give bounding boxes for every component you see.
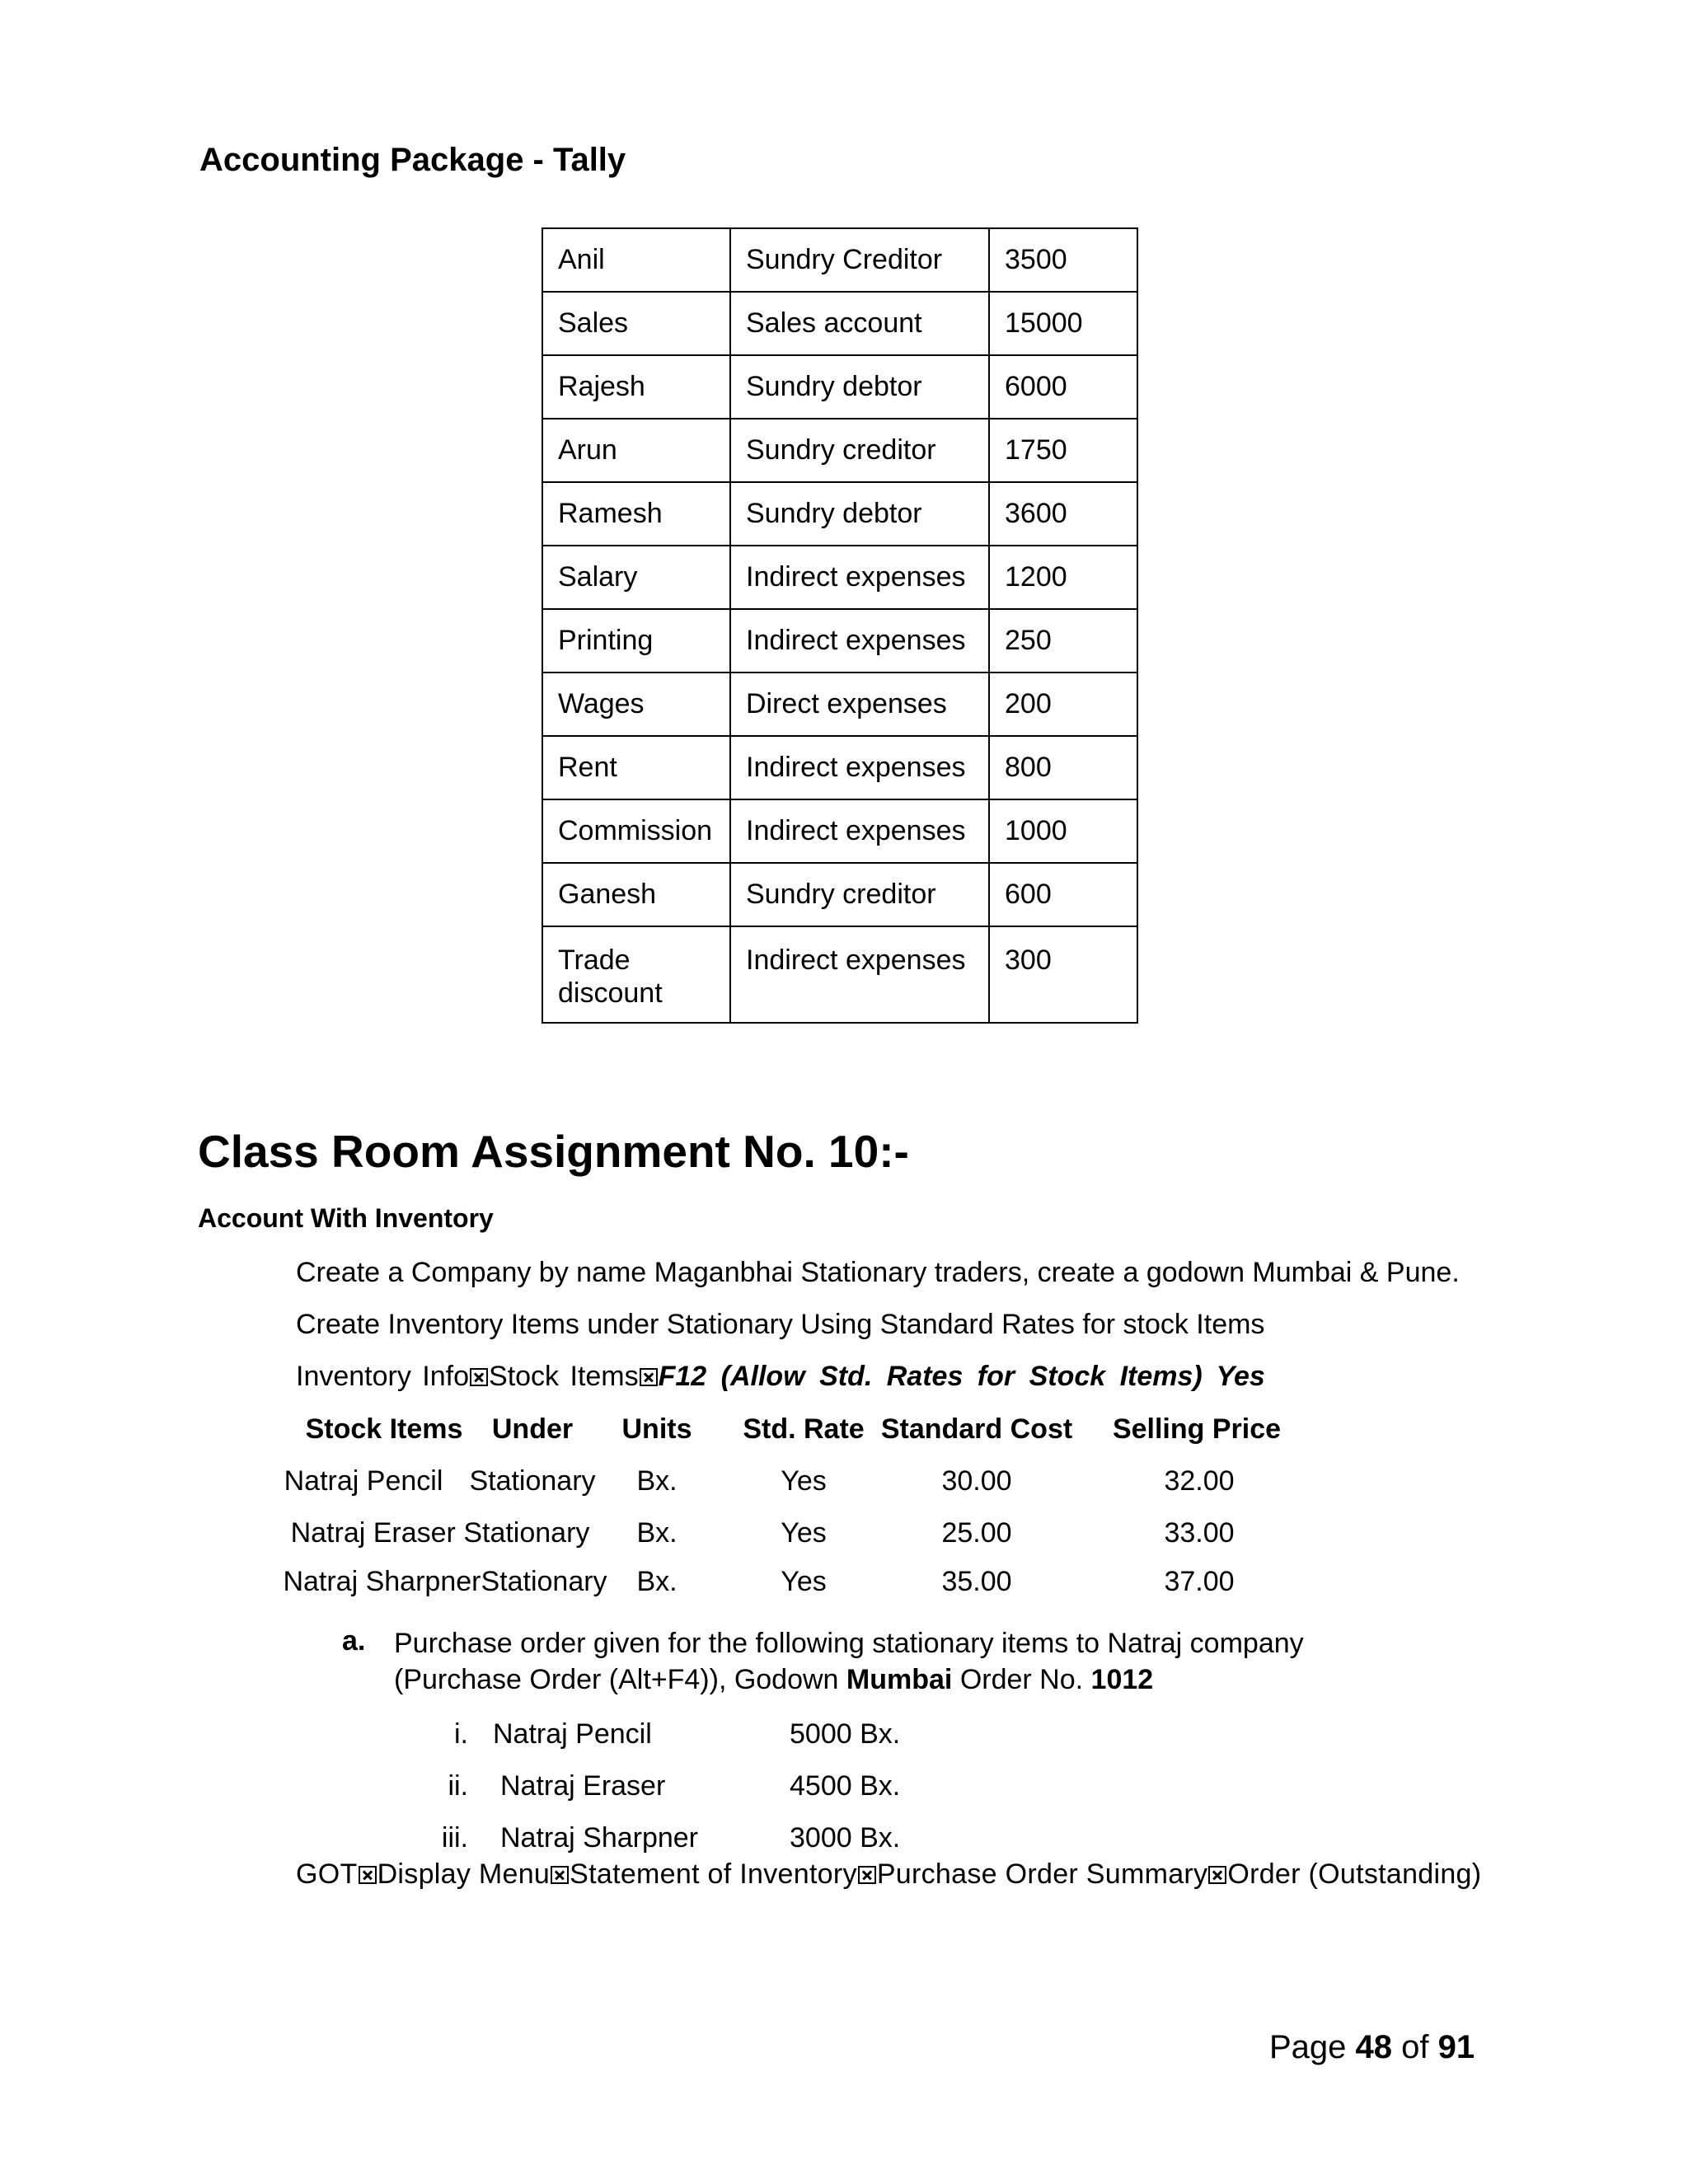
page-current: 48 — [1355, 2029, 1393, 2065]
assignment-subtitle: Account With Inventory — [198, 1203, 494, 1233]
page-total: 91 — [1437, 2029, 1475, 2065]
menu-step: Purchase Order Summary — [876, 1858, 1208, 1890]
stock-item-std-rate: Yes — [781, 1465, 827, 1497]
list-item-name: Natraj Sharpner — [500, 1822, 699, 1854]
menu-path-line — [296, 1858, 1481, 1891]
ledger-group: Indirect expenses — [730, 609, 989, 673]
ledger-name-line2: discount — [558, 977, 663, 1009]
stock-item-price: 33.00 — [1164, 1517, 1235, 1549]
table-row — [542, 673, 1137, 736]
ledger-group: Direct expenses — [730, 673, 989, 736]
list-number: iii. — [441, 1822, 468, 1854]
stock-item-under: Stationary — [469, 1465, 596, 1497]
stock-header-cell: Under — [491, 1413, 574, 1445]
ledger-name: Commission — [542, 799, 730, 863]
stock-item-name-under: Natraj Eraser Stationary — [290, 1517, 590, 1549]
ledger-name: Ramesh — [542, 482, 730, 546]
arrow-box-icon — [640, 1368, 658, 1386]
ledger-name: Wages — [542, 673, 730, 736]
stock-item-name-under: Natraj SharpnerStationary — [283, 1566, 607, 1597]
stock-header-cell: Standard Cost — [880, 1413, 1073, 1445]
stock-item-cost: 35.00 — [941, 1566, 1012, 1597]
ledger-group: Indirect expenses — [730, 926, 989, 1023]
po-text-part: Order No. — [952, 1664, 1091, 1695]
stock-item-unit: Bx. — [636, 1517, 678, 1549]
table-row — [542, 292, 1137, 355]
purchase-order-text — [394, 1625, 1432, 1698]
arrow-box-icon — [1208, 1866, 1226, 1884]
ledger-name: Rent — [542, 736, 730, 799]
menu-step: Stock Items — [489, 1361, 639, 1392]
stock-item-std-rate: Yes — [781, 1566, 827, 1597]
stock-item-std-rate: Yes — [781, 1517, 827, 1549]
ledger-amount: 6000 — [989, 355, 1137, 419]
stock-item-price: 32.00 — [1164, 1465, 1235, 1497]
menu-step: Statement of Inventory — [570, 1858, 857, 1890]
table-row — [542, 228, 1137, 292]
menu-step: GOT — [296, 1858, 358, 1890]
ledger-amount: 600 — [989, 863, 1137, 926]
list-item-name: Natraj Pencil — [493, 1718, 652, 1750]
stock-item-price: 37.00 — [1164, 1566, 1235, 1597]
ledger-amount: 3500 — [989, 228, 1137, 292]
menu-step: Order (Outstanding) — [1227, 1858, 1482, 1890]
table-row — [542, 863, 1137, 926]
ledger-group: Sundry Creditor — [730, 228, 989, 292]
ledger-name — [542, 926, 730, 1023]
page-number — [1269, 2029, 1475, 2066]
po-text-part: Purchase order given for the following stationary items to Natraj company (Purchase Order (Alt+F4)), Godown — [394, 1628, 1304, 1695]
menu-step: Display Menu — [377, 1858, 551, 1890]
header-title: Accounting Package - Tally — [199, 142, 626, 178]
po-order-no: 1012 — [1090, 1664, 1154, 1695]
stock-item-unit: Bx. — [636, 1566, 678, 1597]
list-item-qty: 4500 Bx. — [790, 1770, 901, 1802]
ledger-group: Indirect expenses — [730, 799, 989, 863]
stock-header-cell: Selling Price — [1112, 1413, 1282, 1445]
list-item-name: Natraj Eraser — [500, 1770, 666, 1802]
ledger-amount: 15000 — [989, 292, 1137, 355]
menu-path-line — [296, 1361, 1265, 1393]
stock-header-cell: Stock Items — [305, 1413, 463, 1445]
table-row — [542, 482, 1137, 546]
ledger-name: Ganesh — [542, 863, 730, 926]
ledger-amount: 1200 — [989, 546, 1137, 609]
menu-step: Inventory Info — [296, 1361, 470, 1392]
instruction-line: Create Inventory Items under Stationary Using Standard Rates for stock Items — [296, 1309, 1265, 1340]
table-row — [542, 736, 1137, 799]
arrow-box-icon — [359, 1866, 377, 1884]
page-word: Page — [1269, 2029, 1356, 2065]
ledger-amount: 1000 — [989, 799, 1137, 863]
list-item-qty: 5000 Bx. — [790, 1718, 901, 1750]
ledger-name: Arun — [542, 419, 730, 482]
ledger-group: Sundry creditor — [730, 419, 989, 482]
table-row — [542, 799, 1137, 863]
list-number: ii. — [448, 1770, 468, 1802]
table-row — [542, 926, 1137, 1023]
table-row — [542, 546, 1137, 609]
ledger-amount: 3600 — [989, 482, 1137, 546]
ledger-table — [542, 227, 1138, 1024]
po-godown: Mumbai — [846, 1664, 953, 1695]
ledger-group: Indirect expenses — [730, 546, 989, 609]
ledger-amount: 1750 — [989, 419, 1137, 482]
stock-item-cost: 30.00 — [941, 1465, 1012, 1497]
ledger-group: Sundry debtor — [730, 355, 989, 419]
ledger-amount: 800 — [989, 736, 1137, 799]
list-number: i. — [454, 1718, 468, 1750]
ledger-amount: 300 — [989, 926, 1137, 1023]
stock-header-cell: Units — [621, 1413, 692, 1445]
ledger-amount: 200 — [989, 673, 1137, 736]
table-row — [542, 609, 1137, 673]
instruction-line: Create a Company by name Maganbhai Stationary traders, create a godown Mumbai & Pune. — [296, 1257, 1460, 1288]
arrow-box-icon — [858, 1866, 876, 1884]
ledger-amount: 250 — [989, 609, 1137, 673]
ledger-name: Rajesh — [542, 355, 730, 419]
menu-step-emphasis: F12 (Allow Std. Rates for Stock Items) Yes — [658, 1361, 1265, 1392]
arrow-box-icon — [470, 1368, 488, 1386]
ledger-group: Sundry creditor — [730, 863, 989, 926]
table-row — [542, 419, 1137, 482]
ledger-name-line1: Trade — [558, 944, 631, 976]
list-marker: a. — [342, 1625, 366, 1657]
ledger-name: Anil — [542, 228, 730, 292]
arrow-box-icon — [551, 1866, 569, 1884]
stock-header-cell: Std. Rate — [743, 1413, 865, 1445]
list-item-qty: 3000 Bx. — [790, 1822, 901, 1854]
ledger-group: Sundry debtor — [730, 482, 989, 546]
ledger-name: Printing — [542, 609, 730, 673]
stock-item-unit: Bx. — [636, 1465, 678, 1497]
ledger-group: Sales account — [730, 292, 989, 355]
ledger-name: Salary — [542, 546, 730, 609]
stock-item-cost: 25.00 — [941, 1517, 1012, 1549]
assignment-title: Class Room Assignment No. 10:- — [198, 1126, 909, 1177]
ledger-group: Indirect expenses — [730, 736, 989, 799]
page-of-word: of — [1392, 2029, 1438, 2065]
table-row — [542, 355, 1137, 419]
ledger-name: Sales — [542, 292, 730, 355]
stock-item-name: Natraj Pencil — [284, 1465, 443, 1497]
